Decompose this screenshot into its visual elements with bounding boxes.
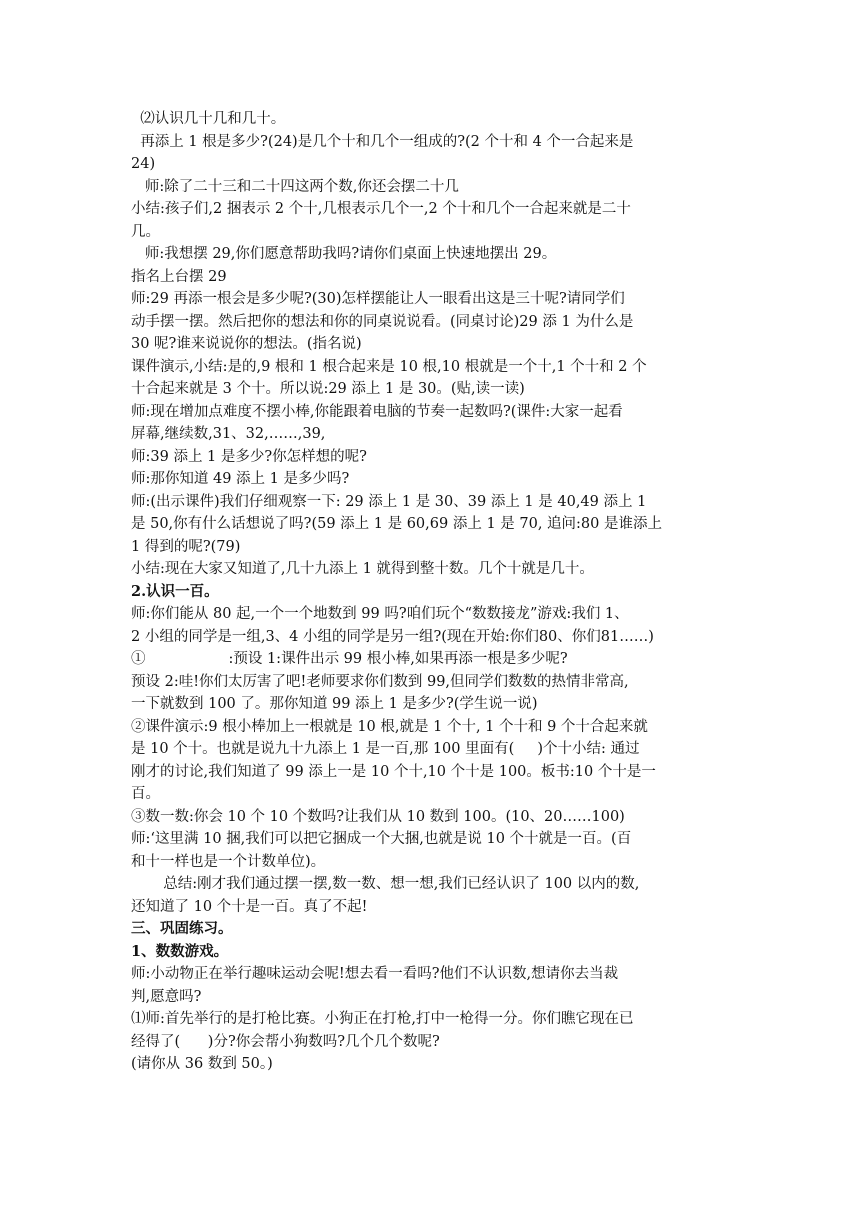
text-line: 24) — [131, 156, 156, 172]
text-line: ⑵认识几十几和几十。 — [131, 111, 286, 127]
text-line: 师:现在增加点难度不摆小棒,你能跟着电脑的节奏一起数吗?(课件:大家一起看 — [131, 403, 623, 420]
section-heading: 三、巩固练习。 — [131, 920, 233, 937]
text-line: 预设 2:哇!你们太厉害了吧!老师要求你们数到 99,但同学们数数的热情非常高, — [131, 673, 629, 690]
text-line: 师:我想摆 29,你们愿意帮助我吗?请你们桌面上快速地摆出 29。 — [131, 246, 557, 262]
text-line: ① :预设 1:课件出示 99 根小棒,如果再添一根是多少呢? — [131, 651, 568, 667]
text-line: 还知道了 10 个十是一百。真了不起! — [131, 898, 368, 915]
text-line: 1 得到的呢?(79) — [131, 538, 241, 555]
text-line: 判,愿意吗? — [131, 988, 202, 1005]
text-line: 师:39 添上 1 是多少?你怎样想的呢? — [131, 448, 367, 465]
text-line: 动手摆一摆。然后把你的想法和你的同桌说说看。(同桌讨论)29 添 1 为什么是 — [131, 313, 634, 330]
text-line: 师:小动物正在举行趣味运动会呢!想去看一看吗?他们不认识数,想请你去当裁 — [131, 966, 619, 982]
text-line: 百。 — [131, 786, 160, 802]
text-line: 2 小组的同学是一组,3、4 小组的同学是另一组?(现在开始:你们80、你们81……) — [131, 628, 654, 645]
text-line: (请你从 36 数到 50。) — [131, 1056, 273, 1072]
document-body — [131, 108, 741, 1076]
text-line: ③数一数:你会 10 个 10 个数吗?让我们从 10 数到 100。(10、20……100) — [131, 808, 625, 825]
text-line: 指名上台摆 29 — [131, 268, 227, 285]
text-line: ②课件演示:9 根小棒加上一根就是 10 根,就是 1 个十, 1 个十和 9 个十合起来就 — [131, 718, 648, 735]
text-line: 经得了( )分?你会帮小狗数吗?几个几个数呢? — [131, 1033, 440, 1050]
text-line: 和十一样也是一个计数单位)。 — [131, 853, 326, 870]
text-line: 十合起来就是 3 个十。所以说:29 添上 1 是 30。(贴,读一读) — [131, 381, 525, 397]
text-line: 小结:孩子们,2 捆表示 2 个十,几根表示几个一,2 个十和几个一合起来就是二十 — [131, 201, 631, 217]
text-line: 一下就数到 100 了。那你知道 99 添上 1 是多少?(学生说一说) — [131, 696, 538, 712]
text-line: 师:‘这里满 10 捆,我们可以把它捆成一个大捆,也就是说 10 个十就是一百。(百 — [131, 831, 632, 847]
text-line: 几。 — [131, 223, 160, 240]
section-heading: 1、数数游戏。 — [131, 942, 229, 960]
text-line: 师:(出示课件)我们仔细观察一下: 29 添上 1 是 30、39 添上 1 是 40,49 添上 1 — [131, 493, 647, 510]
text-line: 是 10 个十。也就是说九十九添上 1 是一百,那 100 里面有( )个十小结: 通过 — [131, 741, 640, 757]
text-line: 师:那你知道 49 添上 1 是多少吗? — [131, 471, 350, 487]
text-line: 再添上 1 根是多少?(24)是几个十和几个一组成的?(2 个十和 4 个一合起来是 — [131, 133, 634, 150]
text-line: 师:除了二十三和二十四这两个数,你还会摆二十几 — [131, 178, 459, 195]
text-line: 师:你们能从 80 起,一个一个地数到 99 吗?咱们玩个“数数接龙”游戏:我们 1、 — [131, 606, 629, 622]
text-line: 小结:现在大家又知道了,几十九添上 1 就得到整十数。几个十就是几十。 — [131, 561, 594, 577]
text-line: 总结:刚才我们通过摆一摆,数一数、想一想,我们已经认识了 100 以内的数, — [131, 876, 640, 892]
text-line: 是 50,你有什么话想说了吗?(59 添上 1 是 60,69 添上 1 是 70, 追问:80 是谁添上 — [131, 516, 662, 532]
text-line: 师:29 再添一根会是多少呢?(30)怎样摆能让人一眼看出这是三十呢?请同学们 — [131, 291, 625, 307]
text-line: 刚才的讨论,我们知道了 99 添上一是 10 个十,10 个十是 100。板书:10 个十是一 — [131, 763, 656, 780]
text-line: 30 呢?谁来说说你的想法。(指名说) — [131, 336, 362, 352]
text-line: 屏幕,继续数,31、32,……,39, — [131, 426, 326, 442]
section-heading: 2.认识一百。 — [131, 582, 219, 600]
text-line: ⑴师:首先举行的是打枪比赛。小狗正在打枪,打中一枪得一分。你们瞧它现在已 — [131, 1011, 634, 1027]
text-line: 课件演示,小结:是的,9 根和 1 根合起来是 10 根,10 根就是一个十,1 个十和 2 个 — [131, 358, 647, 375]
